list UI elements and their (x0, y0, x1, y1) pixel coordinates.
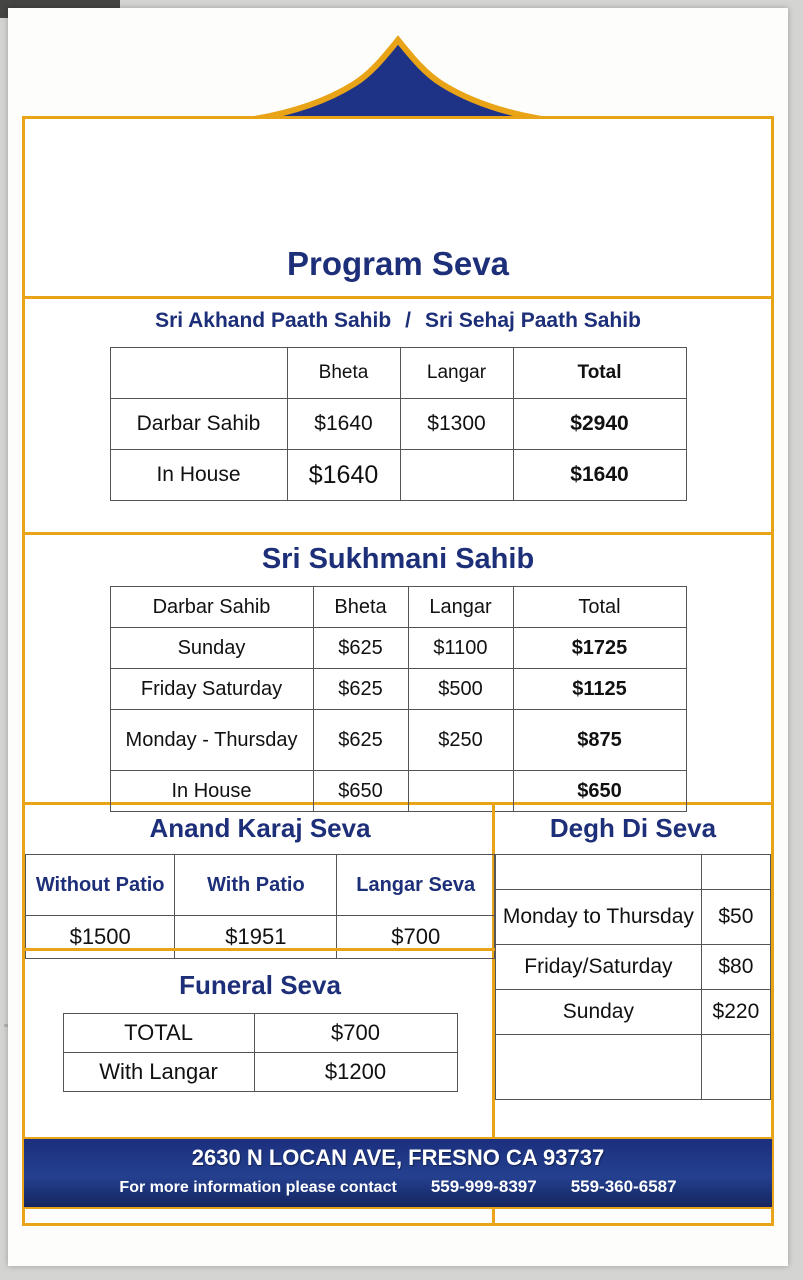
funeral-seva-table (63, 1013, 458, 1092)
section-sukhmani-sahib (25, 535, 771, 805)
paper-sheet (8, 8, 788, 1266)
section-akhand-paath (25, 299, 771, 535)
footer-contact-row (24, 1171, 772, 1197)
table-row (496, 945, 771, 990)
table-row (496, 990, 771, 1035)
footer-phone-2[interactable]: 559-360-6587 (570, 1177, 677, 1196)
degh-row1-label: Friday/Saturday (496, 945, 702, 990)
sukhmani-row2-total: $875 (513, 710, 686, 771)
table-row (496, 1035, 771, 1100)
sukhmani-row0-bheta: $625 (313, 628, 408, 669)
table-row (110, 628, 686, 669)
anand-karaj-table (25, 854, 495, 959)
table-header-row (26, 855, 495, 916)
akhand-col-blank (110, 348, 287, 399)
sukhmani-row3-label: In House (110, 771, 313, 812)
akhand-row0-langar: $1300 (400, 399, 513, 450)
degh-row3-blank-value (701, 1035, 770, 1100)
divider (25, 948, 495, 951)
funeral-row1-label: With Langar (63, 1053, 254, 1092)
table-row (110, 399, 686, 450)
sukhmani-row2-label: Monday - Thursday (110, 710, 313, 771)
sukhmani-row0-langar: $1100 (408, 628, 513, 669)
anand-value-with-patio: $1951 (175, 916, 337, 959)
table-row (26, 916, 495, 959)
poster-body (22, 116, 774, 1226)
sukhmani-row1-label: Friday Saturday (110, 669, 313, 710)
program-seva-title: Program Seva (287, 245, 509, 282)
akhand-row1-bheta: $1640 (287, 450, 400, 501)
akhand-table (110, 347, 687, 501)
sukhmani-col-darbar: Darbar Sahib (110, 587, 313, 628)
akhand-col-bheta: Bheta (287, 348, 400, 399)
degh-row1-value: $80 (701, 945, 770, 990)
table-row (110, 450, 686, 501)
degh-row0-value: $50 (701, 890, 770, 945)
sukhmani-col-langar: Langar (408, 587, 513, 628)
anand-col-langar-seva: Langar Seva (337, 855, 495, 916)
akhand-row1-langar (400, 450, 513, 501)
degh-row2-label: Sunday (496, 990, 702, 1035)
degh-row3-blank-label (496, 1035, 702, 1100)
footer-phone-1[interactable]: 559-999-8397 (430, 1177, 537, 1196)
section-degh-di-seva (495, 813, 771, 1100)
sukhmani-row0-label: Sunday (110, 628, 313, 669)
degh-di-seva-table (495, 854, 771, 1100)
sukhmani-col-bheta: Bheta (313, 587, 408, 628)
sukhmani-row0-total: $1725 (513, 628, 686, 669)
anand-value-langar-seva: $700 (337, 916, 495, 959)
anand-karaj-title: Anand Karaj Seva (149, 813, 371, 843)
funeral-seva-title: Funeral Seva (179, 970, 341, 1000)
sukhmani-row3-total: $650 (513, 771, 686, 812)
sukhmani-row1-bheta: $625 (313, 669, 408, 710)
degh-row0-label: Monday to Thursday (496, 890, 702, 945)
anand-col-with-patio: With Patio (175, 855, 337, 916)
degh-col-blank-label (496, 855, 702, 890)
sukhmani-row2-langar: $250 (408, 710, 513, 771)
table-header-row (110, 587, 686, 628)
degh-col-blank-value (701, 855, 770, 890)
akhand-heading (25, 299, 771, 333)
footer-address: 2630 N LOCAN AVE, FRESNO CA 93737 (191, 1145, 605, 1170)
akhand-row0-label: Darbar Sahib (110, 399, 287, 450)
section-funeral-seva (25, 970, 495, 1092)
funeral-row0-value: $700 (254, 1014, 457, 1053)
sukhmani-row1-total: $1125 (513, 669, 686, 710)
section-program-seva (25, 237, 771, 299)
akhand-col-langar: Langar (400, 348, 513, 399)
anand-value-without-patio: $1500 (26, 916, 175, 959)
akhand-separator: / (405, 309, 412, 332)
sukhmani-row1-langar: $500 (408, 669, 513, 710)
table-header-row (110, 348, 686, 399)
section-anand-karaj (25, 813, 495, 959)
sukhmani-table (110, 586, 687, 812)
sukhmani-row2-bheta: $625 (313, 710, 408, 771)
table-row (110, 710, 686, 771)
sukhmani-col-total: Total (513, 587, 686, 628)
table-row (63, 1014, 457, 1053)
degh-di-seva-title: Degh Di Seva (549, 813, 717, 843)
funeral-row0-label: TOTAL (63, 1014, 254, 1053)
footer-banner (22, 1137, 774, 1209)
akhand-col-total: Total (513, 348, 686, 399)
sukhmani-title: Sri Sukhmani Sahib (261, 543, 535, 575)
table-header-row (496, 855, 771, 890)
table-row (110, 669, 686, 710)
footer-contact-label: For more information please contact (119, 1179, 397, 1196)
akhand-row1-total: $1640 (513, 450, 686, 501)
degh-row2-value: $220 (701, 990, 770, 1035)
akhand-row1-label: In House (110, 450, 287, 501)
anand-col-without-patio: Without Patio (26, 855, 175, 916)
akhand-row0-total: $2940 (513, 399, 686, 450)
funeral-row1-value: $1200 (254, 1053, 457, 1092)
table-row (496, 890, 771, 945)
akhand-title-right: Sri Sehaj Paath Sahib (425, 309, 641, 332)
table-row (63, 1053, 457, 1092)
akhand-row0-bheta: $1640 (287, 399, 400, 450)
akhand-title-left: Sri Akhand Paath Sahib (155, 309, 392, 332)
sukhmani-row3-bheta: $650 (313, 771, 408, 812)
